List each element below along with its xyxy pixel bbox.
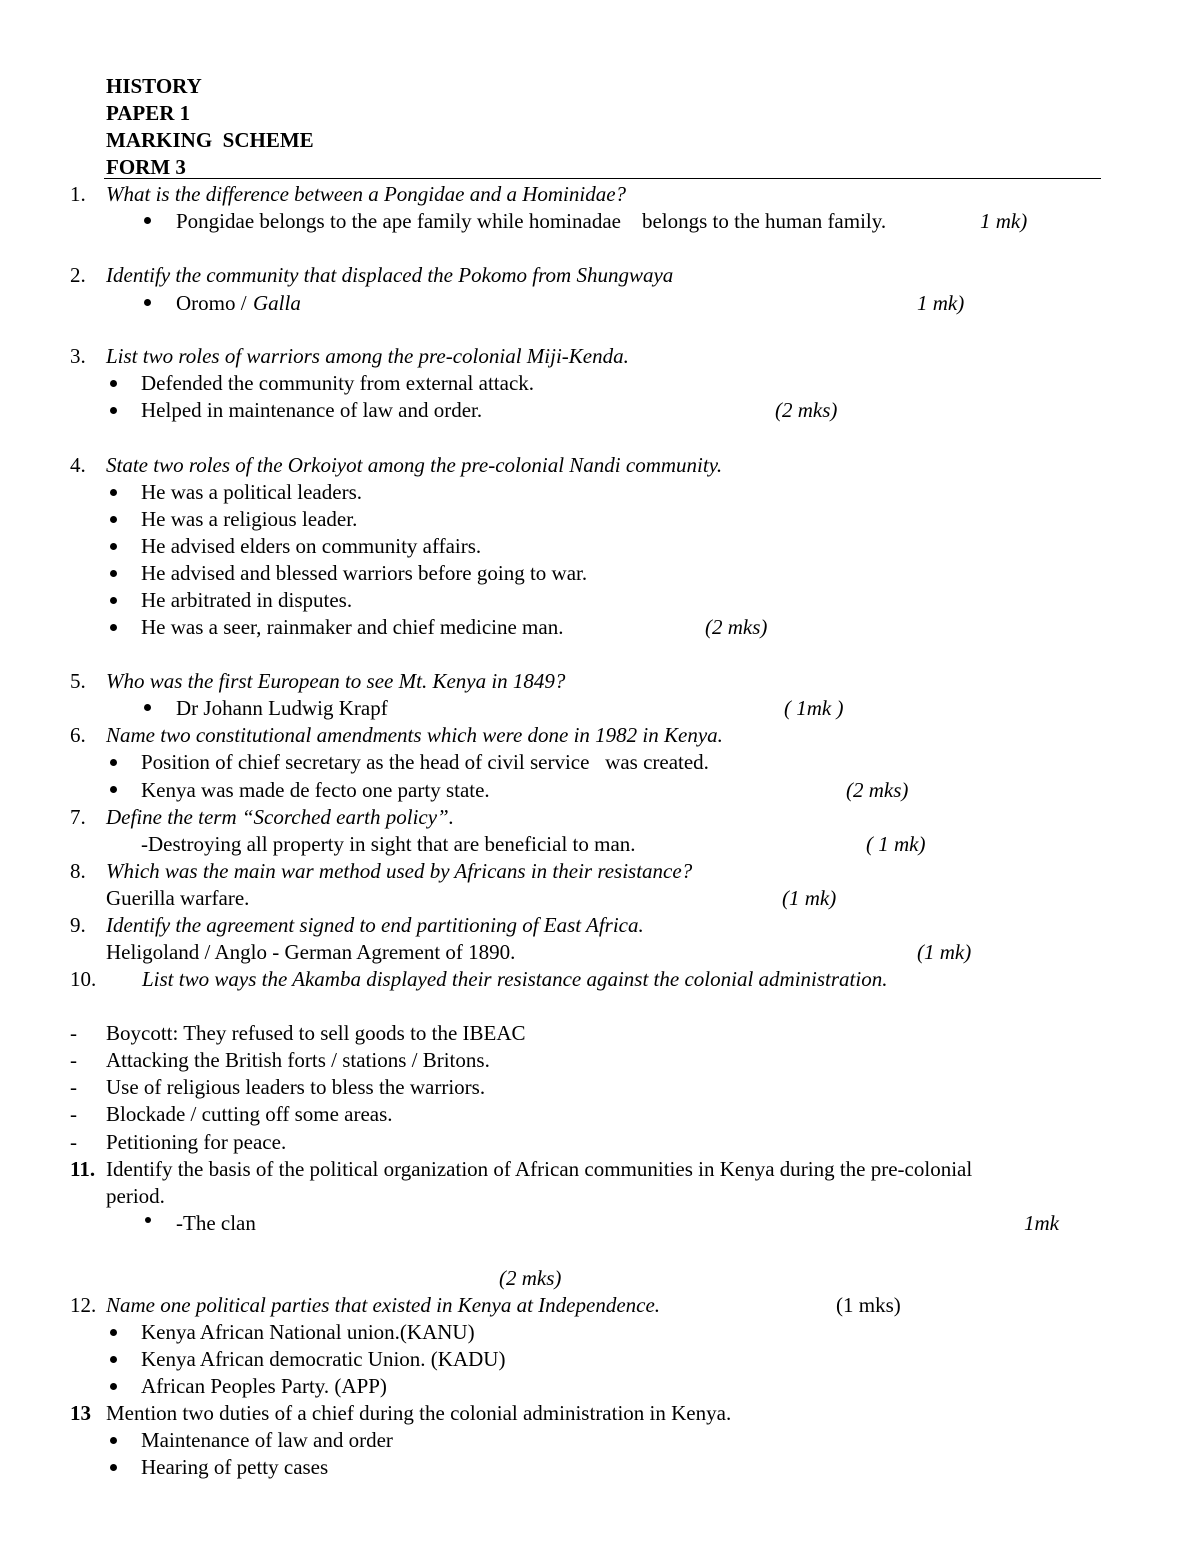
q5-number: 5. [70,669,86,693]
q4-answer-2: He was a religious leader. [141,507,358,531]
bullet-icon [110,786,117,793]
bullet-icon [145,1217,151,1223]
dash-marker: - [70,1130,77,1154]
q6-answer-2: Kenya was made de fecto one party state. [141,778,490,802]
q5-question: Who was the first European to see Mt. Kenya in 1849? [106,669,566,693]
q13-answer-2: Hearing of petty cases [141,1455,329,1479]
q12-number: 12. [70,1293,97,1317]
q12-question: Name one political parties that existed in Kenya at Independence. [106,1293,661,1317]
bullet-icon [110,1329,117,1336]
bullet-icon [110,570,117,577]
q4-question: State two roles of the Orkoiyot among the pre-colonial Nandi community. [106,453,723,477]
q12-answer-3: African Peoples Party. (APP) [141,1374,387,1398]
scheme-title: MARKING SCHEME [106,128,314,152]
q4-marks: (2 mks) [705,615,768,639]
q4-answer-1: He was a political leaders. [141,480,362,504]
q5-answer: Dr Johann Ludwig Krapf [176,696,388,720]
q10-answer-4: Blockade / cutting off some areas. [106,1102,393,1126]
q2-answer-a: Oromo / [176,291,247,315]
form-title: FORM 3 [106,155,186,179]
q12-answer-1: Kenya African National union.(KANU) [141,1320,475,1344]
q3-answer-2: Helped in maintenance of law and order. [141,398,483,422]
q6-answer-1: Position of chief secretary as the head of civil service was created. [141,750,709,774]
bullet-icon [144,217,151,224]
q3-number: 3. [70,344,86,368]
q7-number: 7. [70,805,86,829]
q11-question-line1: Identify the basis of the political organization of African communities in Kenya during the pre-colonial [106,1157,973,1181]
q10-answer-1: Boycott: They refused to sell goods to the IBEAC [106,1021,526,1045]
q12-answer-2: Kenya African democratic Union. (KADU) [141,1347,506,1371]
q8-marks: (1 mk) [782,886,837,910]
q11-question-line2: period. [106,1184,165,1208]
q7-answer: -Destroying all property in sight that are beneficial to man. [141,832,636,856]
q9-number: 9. [70,913,86,937]
q3-question: List two roles of warriors among the pre-colonial Miji-Kenda. [106,344,629,368]
q10-question: List two ways the Akamba displayed their resistance against the colonial administration. [142,967,888,991]
q9-marks: (1 mk) [917,940,972,964]
q1-number: 1. [70,182,86,206]
bullet-icon [110,597,117,604]
bullet-icon [110,543,117,550]
q11-extra-marks: (2 mks) [499,1266,562,1290]
q2-number: 2. [70,263,86,287]
q4-answer-4: He advised and blessed warriors before going to war. [141,561,588,585]
dash-marker: - [70,1102,77,1126]
bullet-icon [110,1383,117,1390]
q10-answer-2: Attacking the British forts / stations / Britons. [106,1048,490,1072]
dash-marker: - [70,1075,77,1099]
bullet-icon [144,704,151,711]
q6-number: 6. [70,723,86,747]
q5-marks: ( 1mk ) [784,696,844,720]
q11-marks: 1mk [1024,1211,1059,1235]
bullet-icon [110,407,117,414]
q8-number: 8. [70,859,86,883]
q8-question: Which was the main war method used by Africans in their resistance? [106,859,693,883]
q2-question: Identify the community that displaced the Pokomo from Shungwaya [106,263,674,287]
q2-marks: 1 mk) [917,291,965,315]
header-divider [104,178,1101,179]
bullet-icon [110,1437,117,1444]
q4-answer-6: He was a seer, rainmaker and chief medicine man. [141,615,564,639]
bullet-icon [110,759,117,766]
bullet-icon [144,299,151,306]
bullet-icon [110,489,117,496]
q10-number: 10. [70,967,97,991]
q3-marks: (2 mks) [775,398,838,422]
bullet-icon [110,1356,117,1363]
bullet-icon [110,516,117,523]
q9-answer: Heligoland / Anglo - German Agrement of 1890. [106,940,516,964]
dash-marker: - [70,1021,77,1045]
q1-marks: 1 mk) [980,209,1028,233]
q2-answer-b: Galla [253,291,301,315]
q13-answer-1: Maintenance of law and order [141,1428,393,1452]
q13-question: Mention two duties of a chief during the colonial administration in Kenya. [106,1401,732,1425]
q11-number: 11. [70,1157,96,1181]
q4-answer-5: He arbitrated in disputes. [141,588,353,612]
q11-answer: -The clan [176,1211,256,1235]
q10-answer-3: Use of religious leaders to bless the warriors. [106,1075,486,1099]
q3-answer-1: Defended the community from external attack. [141,371,535,395]
subject-title: HISTORY [106,74,202,98]
dash-marker: - [70,1048,77,1072]
q8-answer: Guerilla warfare. [106,886,250,910]
bullet-icon [110,380,117,387]
q1-question: What is the difference between a Pongidae and a Hominidae? [106,182,627,206]
paper-title: PAPER 1 [106,101,191,125]
q4-number: 4. [70,453,86,477]
q13-number: 13 [70,1401,91,1425]
q12-marks: (1 mks) [836,1293,901,1317]
q10-answer-5: Petitioning for peace. [106,1130,287,1154]
q6-question: Name two constitutional amendments which were done in 1982 in Kenya. [106,723,723,747]
bullet-icon [110,624,117,631]
q1-answer: Pongidae belongs to the ape family while hominadae belongs to the human family. [176,209,887,233]
q7-question: Define the term “Scorched earth policy”. [106,805,454,829]
q9-question: Identify the agreement signed to end partitioning of East Africa. [106,913,644,937]
bullet-icon [110,1464,117,1471]
q7-marks: ( 1 mk) [866,832,926,856]
q4-answer-3: He advised elders on community affairs. [141,534,482,558]
q6-marks: (2 mks) [846,778,909,802]
